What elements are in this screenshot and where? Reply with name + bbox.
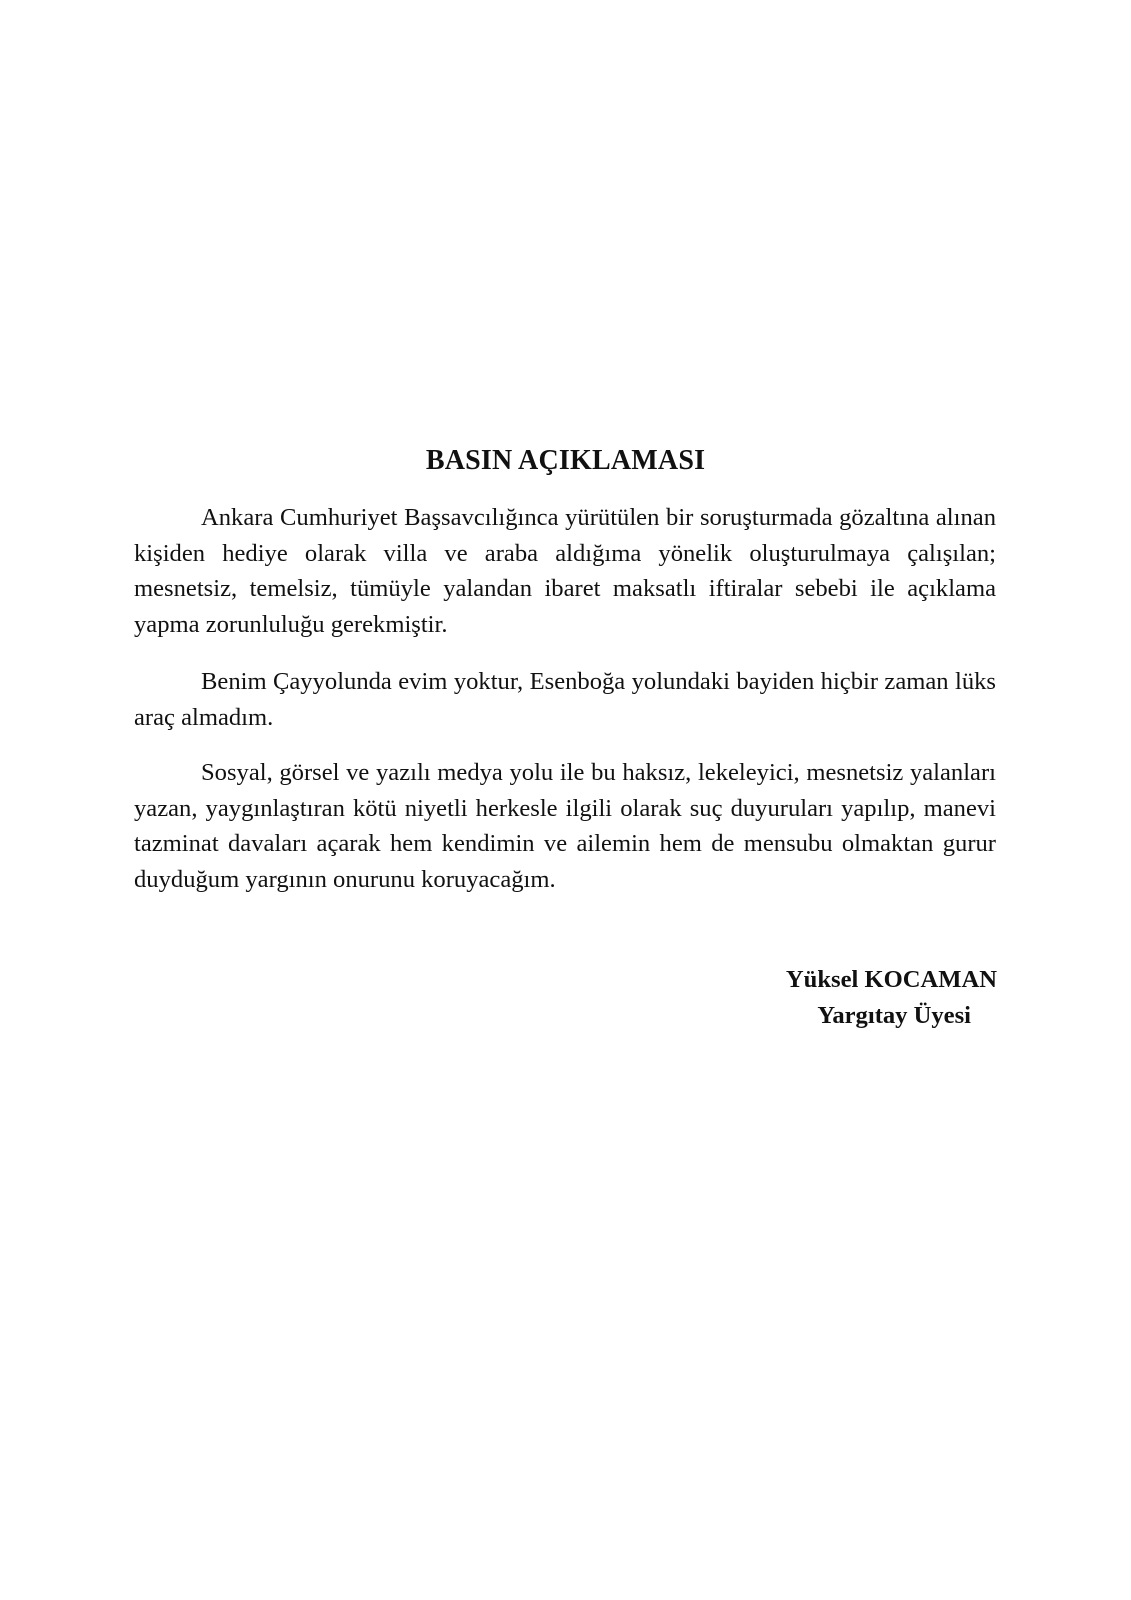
paragraph-2: Benim Çayyolunda evim yoktur, Esenboğa yolundaki bayiden hiçbir zaman lüks araç almadım.: [134, 668, 996, 731]
signature-position: Yargıtay Üyesi: [817, 1001, 971, 1029]
document-title: BASIN AÇIKLAMASI: [425, 445, 706, 476]
paragraph-3: Sosyal, görsel ve yazılı medya yolu ile bu haksız, lekeleyici, mesnetsiz yalanları yazan, yaygınlaştıran kötü niyetli herkesle ilgili olarak suç duyuruları yapılıp, manevi tazminat davaları açarak hem kendimin ve ailemin hem de mensubu olmaktan gurur duyduğum yargının onurunu koruyacağım.: [134, 759, 996, 893]
signature-block: [700, 962, 997, 1033]
signature-name: Yüksel KOCAMAN: [785, 966, 997, 993]
paragraph-1: Ankara Cumhuriyet Başsavcılığınca yürütülen bir soruşturmada gözaltına alınan kişiden hediye olarak villa ve araba aldığıma yönelik oluşturulmaya çalışılan; mesnetsiz, temelsiz, tümüyle yalandan ibaret maksatlı iftiralar sebebi ile açıklama yapma zorunluluğu gerekmiştir.: [134, 504, 996, 638]
